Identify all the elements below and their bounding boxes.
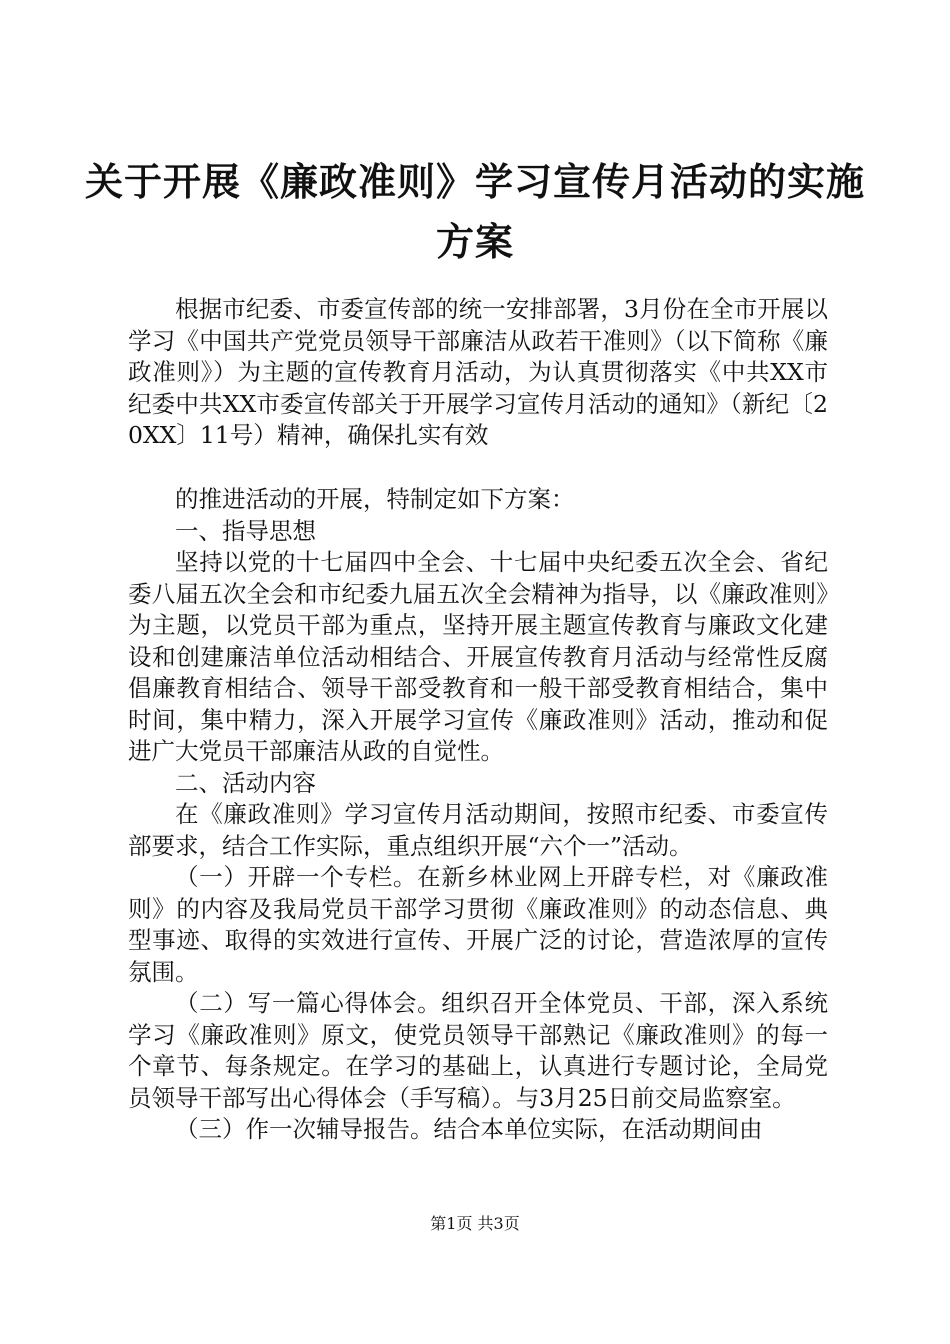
activity-item-3: （三）作一次辅导报告。结合本单位实际，在活动期间由 (175, 1115, 763, 1143)
section-1-paragraph: 坚持以党的十七届四中全会、十七届中央纪委五次全会、省纪委八届五次全会和市纪委九届五次全会精神为指导，以《廉政准则》为主题，以党员干部为重点，坚持开展主题宣传教育与廉政文化建设和创建廉洁单位活动相结合、开展宣传教育月活动与经常性反腐倡廉教育相结合、领导干部受教育和一般干部受教育相结合，集中时间，集中精力，深入开展学习宣传《廉政准则》活动，推动和促进广大党员干部廉洁从政的自觉性。 (128, 548, 828, 765)
section-2-paragraph: 在《廉政准则》学习宣传月活动期间，按照市纪委、市委宣传部要求，结合工作实际，重点组织开展“六个一”活动。 (128, 800, 828, 860)
section-2-heading: 二、活动内容 (175, 768, 316, 797)
intro-paragraph: 根据市纪委、市委宣传部的统一安排部署，3月份在全市开展以学习《中国共产党党员领导干部廉洁从政若干准则》（以下简称《廉政准则》）为主题的宣传教育月活动，为认真贯彻落实《中共XX市纪委中共XX市委宣传部关于开展学习宣传月活动的通知》（新纪〔20XX〕11号）精神，确保扎实有效 (128, 295, 828, 449)
document-title-line-1: 关于开展《廉政准则》学习宣传月活动的实施 (84, 160, 865, 204)
activity-item-1: （一）开辟一个专栏。在新乡林业网上开辟专栏，对《廉政准则》的内容及我局党员干部学习贯彻《廉政准则》的动态信息、典型事迹、取得的实效进行宣传、开展广泛的讨论，营造浓厚的宣传氛围。 (128, 863, 828, 986)
main-body (128, 484, 828, 1146)
activity-item-2: （二）写一篇心得体会。组织召开全体党员、干部，深入系统学习《廉政准则》原文，使党员领导干部熟记《廉政准则》的每一个章节、每条规定。在学习的基础上，认真进行专题讨论，全局党员领导干部写出心得体会（手写稿）。与3月25日前交局监察室。 (128, 989, 828, 1112)
document-title-line-2: 方案 (435, 220, 514, 264)
intro-continuation: 的推进活动的开展，特制定如下方案： (175, 485, 575, 513)
page-footer: 第1页 共3页 (430, 1214, 520, 1233)
intro-block (128, 294, 828, 452)
section-1-heading: 一、指导思想 (175, 516, 316, 545)
